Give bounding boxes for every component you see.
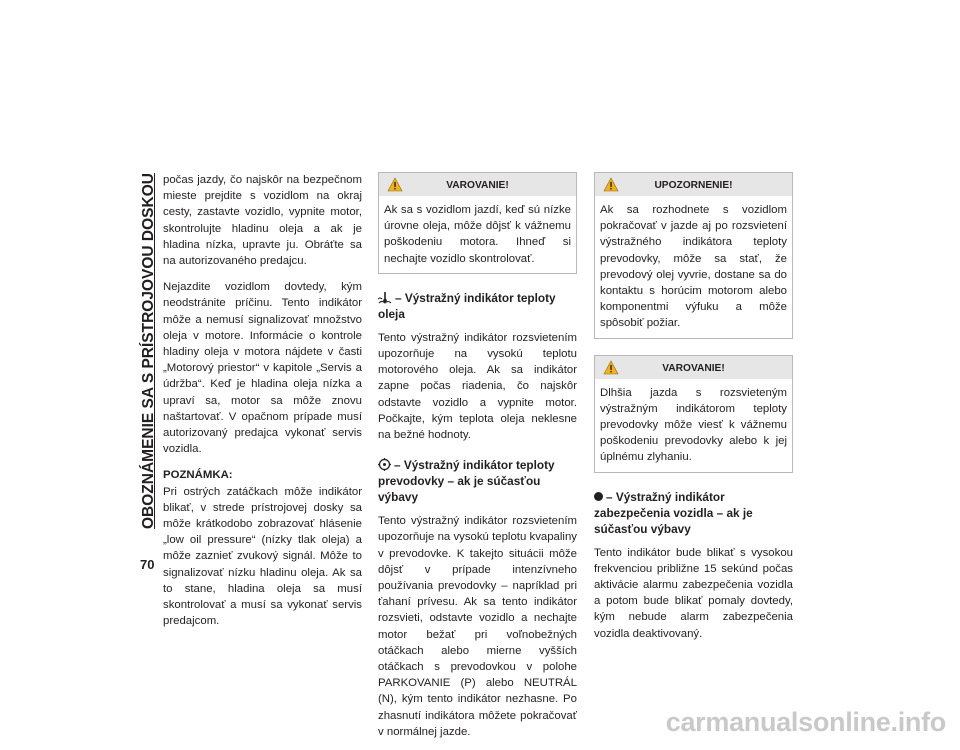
warning-box [594,355,793,473]
caution-label: UPOZORNENIE! [654,180,733,191]
paragraph: počas jazdy, čo najskôr na bezpečnom mieste prejdite s vozidlom na okraj cesty, zastavte vozidlo, vypnite motor, skontrolujte hladinu oleja a ak je hladina nízka, upravte ju. Obráťte sa na autorizovaného predajcu. [163,174,362,268]
note [163,467,362,629]
caution-box [594,172,793,339]
warning-box-header [595,356,792,379]
section-heading: – Výstražný indikátor zabezpečenia vozidla – ak je súčasťou výbavy [594,489,753,536]
side-section-title: OBOZNÁMENIE SA S PRÍSTROJOVOU DOSKOU [140,173,157,529]
transmission-temperature-icon [378,458,391,471]
paragraph: Tento výstražný indikátor rozsvietením upozorňuje na vysokú teplotu kvapaliny v prevodovke. K takejto situácii môže dôjsť v prípade intenzívneho používania prevodovky – napríklad pri ťahaní prívesu. Ak sa tento indikátor rozsvieti, odstavte vozidlo a nechajte motor bežať pri voľnobežných otáčkach alebo mierne vyšších otáčkach s prevodovkou v polohe PARKOVANIE (P) alebo NEUTRÁL (N), kým tento indikátor nezhasne. Po zhasnutí indikátora môžete pokračovať v normálnej jazde. [378,515,577,738]
warning-box [378,172,577,274]
page-number: 70 [140,557,155,572]
warning-box-header [379,173,576,196]
note-text: Pri ostrých zatáčkach môže indikátor blikať, v strede prístrojovej dosky sa môže krátkodobo zobrazovať hlásenie „low oil pressure“ (nízky tlak oleja) a môže zaznieť zvukový signál. Môže to signalizovať nízku hladinu oleja. Ak sa to stane, hladina oleja sa musí skontrolovať a musí sa vykonať servis predajcom. [163,485,362,628]
warning-text: Dlhšia jazda s rozsvieteným výstražným indikátorom teploty prevodovky môže viesť k vážnemu poškodeniu prevodovky alebo k jej úplnému zlyhaniu. [600,386,787,464]
column-3 [594,172,793,652]
warning-text: Ak sa s vozidlom jazdí, keď sú nízke úrovne oleja, môže dôjsť k vážnemu poškodeniu motora. Ihneď si nechajte vozidlo skontrolovať. [384,204,571,265]
section-heading: – Výstražný indikátor teploty oleja [378,290,556,321]
caution-box-header [595,173,792,196]
paragraph: Tento indikátor bude blikať s vysokou frekvenciou približne 15 sekúnd počas aktivácie alarmu zabezpečenia vozidla a potom bude blikať pomaly dovtedy, kým nebude alarm zabezpečenia vozidla deaktivovaný. [594,546,793,640]
warning-label: VAROVANIE! [446,180,509,191]
vehicle-security-icon [594,492,603,501]
column-2 [378,172,577,750]
section-heading: – Výstražný indikátor teploty prevodovky – ak je súčasťou výbavy [378,458,555,505]
paragraph: Tento výstražný indikátor rozsvietením upozorňuje na vysokú teplotu motorového oleja. Ak sa indikátor zapne počas riadenia, čo najskôr odstavte vozidlo a vypnite motor. Počkajte, kým teplota oleja neklesne na bežné hodnoty. [378,331,577,442]
warning-label: VAROVANIE! [662,362,725,374]
paragraph: Nejazdite vozidlom dovtedy, kým neodstránite príčinu. Tento indikátor môže a nemusí signalizovať množstvo oleja v motore. Informácie o kontrole hladiny oleja v motora nájdete v časti „Motorový priestor“ v kapitole „Servis a údržba“. Keď je hladina oleja nízka a upraví sa, motor sa môže znovu naštartovať. V opačnom prípade musí autorizovaný predajca vykonať servis vozidla. [163,281,362,456]
column-1 [163,172,362,639]
note-title: POZNÁMKA: [163,469,233,482]
caution-text: Ak sa rozhodnete s vozidlom pokračovať v jazde aj po rozsvietení výstražného indikátora teploty prevodovky, môže sa stať, že prevodový olej vyvrie, dostane sa do kontaktu s horúcim motorom alebo komponentmi výfuku a môže spôsobiť požiar. [600,204,787,330]
watermark: carmanualsonline.info [665,707,946,737]
oil-temperature-icon [378,292,392,304]
